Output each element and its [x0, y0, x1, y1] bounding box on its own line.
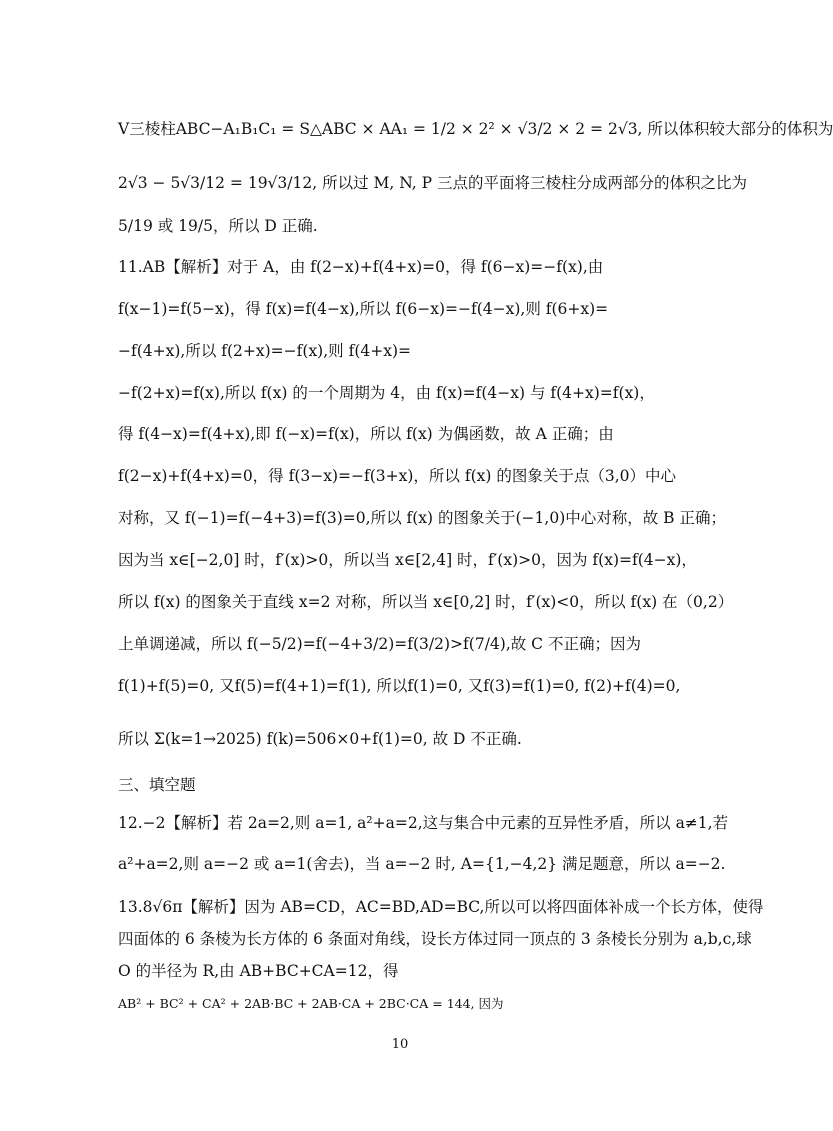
text-line-9: f(2−x)+f(4+x)=0，得 f(3−x)=−f(3+x)，所以 f(x) 的图象关于点（3,0）中心 [118, 467, 677, 485]
text-line-4: 11.AB【解析】对于 A，由 f(2−x)+f(4+x)=0，得 f(6−x)=−f(x),由 [118, 258, 604, 276]
text-line-15: 所以 Σ(k=1→2025) f(k)=506×0+f(1)=0, 故 D 不正确. [118, 730, 522, 748]
page-number: 10 [391, 1037, 409, 1052]
text-line-14: f(1)+f(5)=0, 又f(5)=f(4+1)=f(1), 所以f(1)=0, 又f(3)=f(1)=0, f(2)+f(4)=0, [118, 677, 681, 695]
text-line-19: 13.8√6π【解析】因为 AB=CD，AC=BD,AD=BC,所以可以将四面体补成一个长方体，使得 [118, 898, 764, 916]
text-line-11: 因为当 x∈[−2,0] 时，f′(x)>0，所以当 x∈[2,4] 时，f′(x)>0，因为 f(x)=f(4−x)， [118, 551, 697, 569]
text-line-20: 四面体的 6 条棱为长方体的 6 条面对角线，设长方体过同一顶点的 3 条棱长分别为 a,b,c,球 [118, 930, 752, 948]
text-line-6: −f(4+x),所以 f(2+x)=−f(x),则 f(4+x)= [118, 342, 411, 360]
text-line-1: V三棱柱ABC−A₁B₁C₁ = S△ABC × AA₁ = 1/2 × 2² × √3/2 × 2 = 2√3, 所以体积较大部分的体积为 [118, 120, 833, 138]
text-line-5: f(x−1)=f(5−x)，得 f(x)=f(4−x),所以 f(6−x)=−f(4−x),则 f(6+x)= [118, 300, 609, 318]
text-line-12: 所以 f(x) 的图象关于直线 x=2 对称，所以当 x∈[0,2] 时，f′(x)<0，所以 f(x) 在（0,2） [118, 593, 734, 611]
text-line-21: O 的半径为 R,由 AB+BC+CA=12，得 [118, 962, 399, 980]
text-line-3: 5/19 或 19/5，所以 D 正确. [118, 217, 318, 235]
section-heading: 三、填空题 [118, 776, 196, 794]
text-line-17: 12.−2【解析】若 2a=2,则 a=1, a²+a=2,这与集合中元素的互异性矛盾，所以 a≠1,若 [118, 814, 729, 832]
text-line-18: a²+a=2,则 a=−2 或 a=1(舍去)，当 a=−2 时, A={1,−4,2} 满足题意，所以 a=−2. [118, 855, 726, 873]
text-line-10: 对称，又 f(−1)=f(−4+3)=f(3)=0,所以 f(x) 的图象关于(−1,0)中心对称，故 B 正确； [118, 509, 726, 527]
text-line-22: AB² + BC² + CA² + 2AB·BC + 2AB·CA + 2BC·CA = 144, 因为 [118, 996, 504, 1011]
text-line-7: −f(2+x)=f(x),所以 f(x) 的一个周期为 4，由 f(x)=f(4−x) 与 f(4+x)=f(x)， [118, 384, 655, 402]
text-line-2: 2√3 − 5√3/12 = 19√3/12, 所以过 M, N, P 三点的平面将三棱柱分成两部分的体积之比为 [118, 174, 748, 192]
text-line-8: 得 f(4−x)=f(4+x),即 f(−x)=f(x)，所以 f(x) 为偶函数，故 A 正确；由 [118, 425, 614, 443]
text-line-13: 上单调递减，所以 f(−5/2)=f(−4+3/2)=f(3/2)>f(7/4),故 C 不正确；因为 [118, 635, 641, 653]
